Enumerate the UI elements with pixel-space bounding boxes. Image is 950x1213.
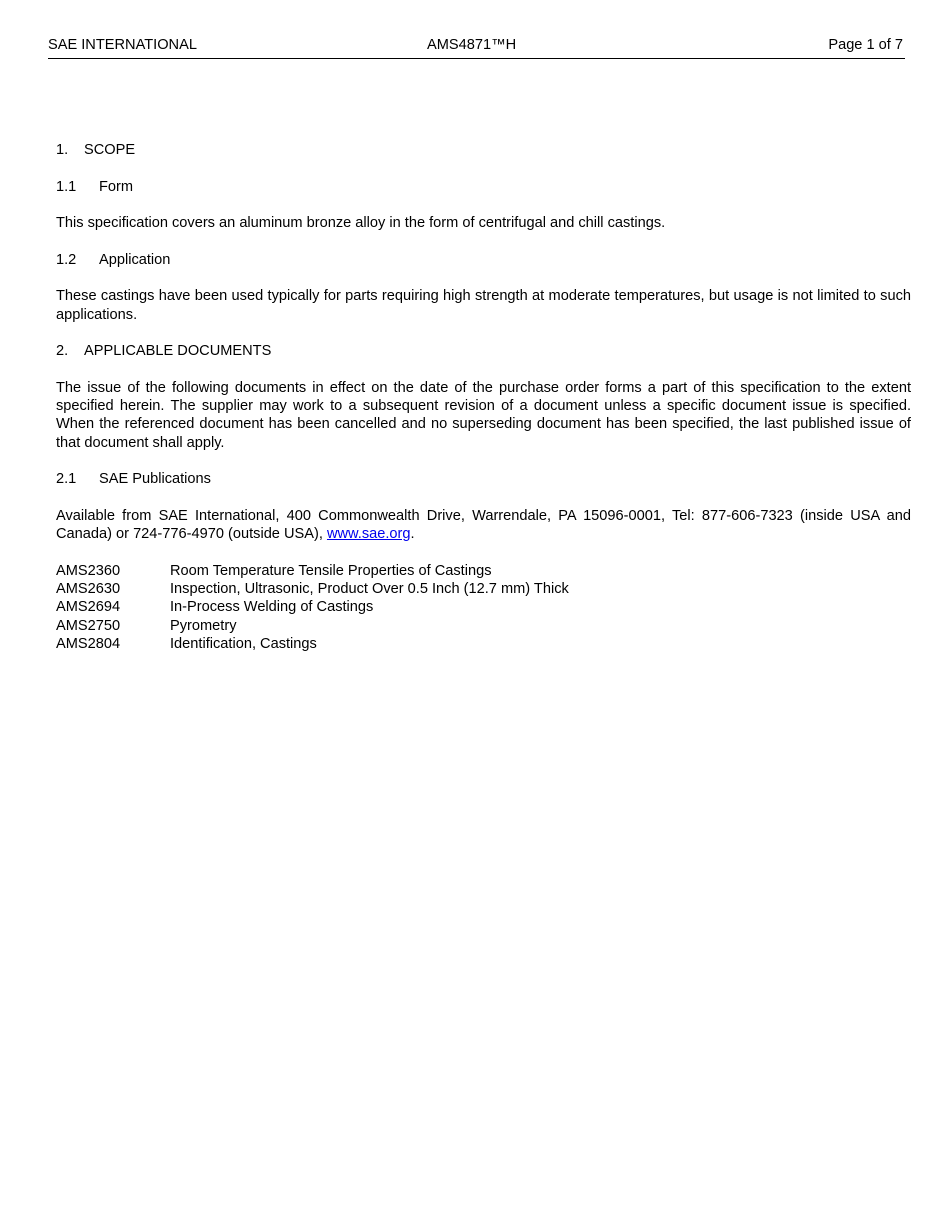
- reference-code: AMS2630: [56, 581, 121, 598]
- subsection-number: 1.2: [56, 251, 77, 268]
- section-scope-heading: [56, 141, 911, 159]
- reference-title: Room Temperature Tensile Properties of Castings: [170, 562, 492, 579]
- reference-list: [56, 562, 911, 653]
- subsection-form-heading: [56, 178, 911, 196]
- subsection-title: Form: [99, 178, 134, 195]
- header-page-info: Page 1 of 7: [828, 37, 903, 53]
- header-document-id: AMS4871™H: [427, 37, 517, 53]
- sae-website-link[interactable]: www.sae.org: [326, 526, 411, 543]
- page-header: [48, 36, 905, 59]
- reference-row: [56, 635, 911, 653]
- reference-code: AMS2750: [56, 617, 121, 634]
- subsection-number: 1.1: [56, 178, 77, 195]
- subsection-number: 2.1: [56, 471, 77, 488]
- section-title: SCOPE: [84, 142, 136, 158]
- form-paragraph: This specification covers an aluminum bronze alloy in the form of centrifugal and chill castings.: [56, 215, 666, 232]
- applicable-documents-paragraph: The issue of the following documents in effect on the date of the purchase order forms a part of this specification to the extent specified herein. The supplier may work to a subsequent revision of a document unless a specific document issue is specified. When the referenced document has been cancelled and no superseding document has been specified, the last published issue of that document shall apply.: [56, 379, 911, 451]
- section-number: 1.: [56, 142, 69, 158]
- reference-title: Pyrometry: [170, 617, 237, 634]
- section-applicable-documents-heading: [56, 342, 911, 360]
- reference-row: [56, 617, 911, 635]
- reference-code: AMS2360: [56, 562, 121, 579]
- reference-row: [56, 580, 911, 598]
- reference-title: Identification, Castings: [170, 636, 317, 653]
- availability-text: Available from SAE International, 400 Commonwealth Drive, Warrendale, PA 15096-0001, Tel: 877-606-7323 (inside USA and Canada) or 724-776-4970 (outside USA),: [56, 507, 911, 543]
- subsection-application-heading: [56, 251, 911, 269]
- reference-row: [56, 598, 911, 616]
- reference-code: AMS2804: [56, 636, 121, 653]
- sae-availability-paragraph: [56, 507, 911, 544]
- section-number: 2.: [56, 343, 69, 360]
- subsection-title: SAE Publications: [99, 471, 211, 488]
- reference-title: Inspection, Ultrasonic, Product Over 0.5 Inch (12.7 mm) Thick: [170, 581, 569, 598]
- reference-title: In-Process Welding of Castings: [170, 599, 374, 616]
- subsection-title: Application: [99, 251, 171, 268]
- subsection-sae-publications-heading: [56, 470, 911, 488]
- document-body: [56, 141, 911, 653]
- header-organization: SAE INTERNATIONAL: [48, 37, 197, 53]
- trailing-punctuation: .: [410, 526, 415, 543]
- section-title: APPLICABLE DOCUMENTS: [84, 343, 272, 360]
- application-paragraph: These castings have been used typically for parts requiring high strength at moderate temperatures, but usage is not limited to such applications.: [56, 288, 911, 323]
- reference-row: [56, 562, 911, 580]
- reference-code: AMS2694: [56, 599, 121, 616]
